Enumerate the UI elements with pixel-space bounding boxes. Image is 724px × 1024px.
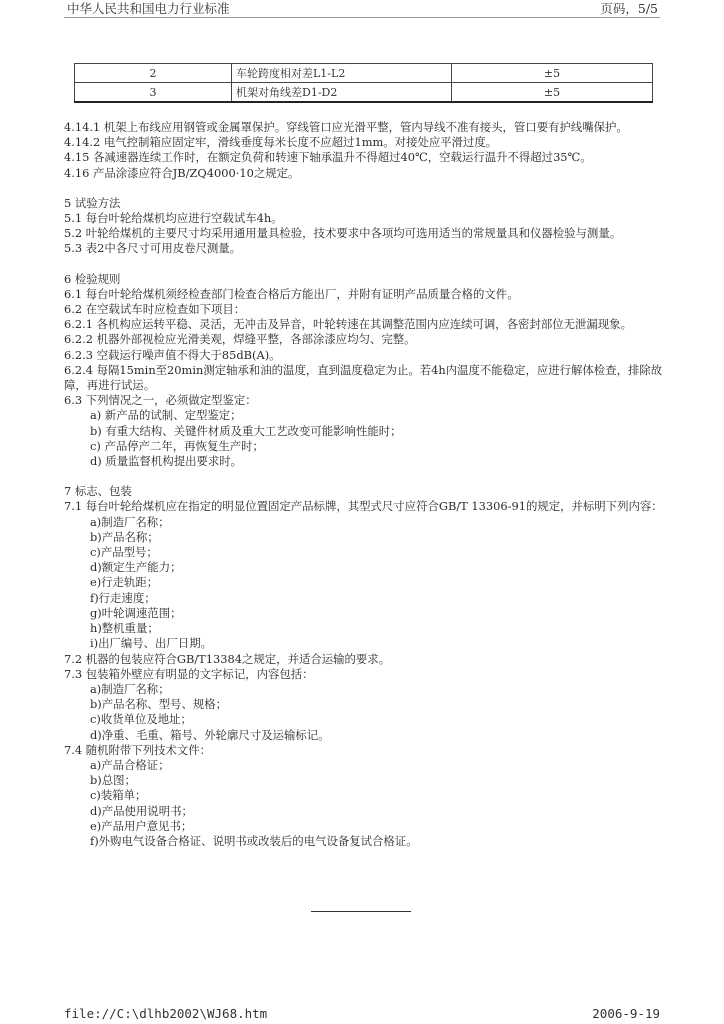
table-cell-item: 车轮跨度相对差L1-L2 — [232, 64, 452, 83]
clause-paragraph: 6.2.4 每隔15min至20min测定轴承和油的温度，直到温度稳定为止。若4h内温度不能稳定，应进行解体检查，排除故障，再进行试运。 — [64, 362, 663, 393]
list-item: c)收货单位及地址； — [90, 712, 192, 727]
clause-paragraph: 4.14.1 机架上布线应用钢管或金属罩保护。穿线管口应光滑平整，管内导线不准有接头，管口要有护线嘴保护。 — [64, 120, 628, 134]
clause-paragraph: 6.1 每台叶轮给煤机须经检查部门检查合格后方能出厂，并附有证明产品质量合格的文件。 — [64, 286, 519, 301]
clause-paragraph: 4.16 产品涂漆应符合JB/ZQ4000·10之规定。 — [64, 165, 300, 180]
table-row — [75, 83, 653, 103]
list-item: a)制造厂名称； — [90, 681, 170, 696]
clause-paragraph: 6.2 在空载试车时应检查如下项目： — [64, 302, 246, 317]
list-item: d)产品使用说明书； — [90, 803, 193, 818]
file-path: file://C:\dlhb2002\WJ68.htm — [64, 1006, 268, 1021]
document-body — [64, 120, 664, 849]
list-item: b) 有重大结构、关键件材质及重大工艺改变可能影响性能时； — [90, 423, 402, 438]
clause-paragraph: 6.3 下列情况之一，必须做定型鉴定： — [64, 393, 257, 408]
list-item: a)制造厂名称； — [90, 514, 170, 529]
clause-paragraph: 7.3 包装箱外壁应有明显的文字标记，内容包括： — [64, 666, 314, 681]
list-item: b)产品名称、型号、规格； — [90, 697, 228, 712]
list-item: d) 质量监督机构提出要求时。 — [90, 454, 243, 469]
list-item: b)总图； — [90, 773, 136, 788]
table-cell-item: 机架对角线差D1-D2 — [232, 83, 452, 103]
section-heading: 6 检验规则 — [64, 271, 121, 286]
list-item: a)产品合格证； — [90, 757, 170, 772]
table-cell-value: ±5 — [452, 64, 653, 83]
list-item: c)产品型号； — [90, 545, 158, 560]
page-number: 页码，5/5 — [600, 1, 658, 16]
tolerance-table — [74, 63, 653, 103]
clause-paragraph: 5.1 每台叶轮给煤机均应进行空载试车4h。 — [64, 211, 283, 226]
list-item: f)外购电气设备合格证、说明书或改装后的电气设备复试合格证。 — [90, 833, 418, 848]
header-divider — [64, 17, 660, 18]
clause-paragraph: 4.15 各减速器连续工作时，在额定负荷和转速下轴承温升不得超过40℃，空载运行温升不得超过35℃。 — [64, 150, 592, 165]
clause-paragraph: 6.2.1 各机构应运转平稳、灵活，无冲击及异音，叶轮转速在其调整范围内应连续可调，各密封部位无泄漏现象。 — [64, 317, 632, 332]
list-item: i)出厂编号、出厂日期。 — [90, 636, 212, 651]
list-item: d)净重、毛重、箱号、外轮廓尺寸及运输标记。 — [90, 727, 330, 742]
section-heading: 5 试验方法 — [64, 195, 121, 210]
list-item: a) 新产品的试制、定型鉴定； — [90, 408, 242, 423]
list-item: f)行走速度； — [90, 590, 156, 605]
table-row — [75, 64, 653, 83]
list-item: c)装箱单； — [90, 788, 147, 803]
document-header-title: 中华人民共和国电力行业标准 — [67, 1, 230, 16]
clause-paragraph: 5.2 叶轮给煤机的主要尺寸均采用通用量具检验，技术要求中各项均可选用适当的常规量具和仪器检验与测量。 — [64, 226, 622, 241]
table-cell-number: 3 — [75, 83, 232, 103]
clause-paragraph: 6.2.3 空载运行噪声值不得大于85dB(A)。 — [64, 347, 281, 362]
list-item: c) 产品停产二年，再恢复生产时； — [90, 438, 264, 453]
clause-paragraph: 5.3 表2中各尺寸可用皮卷尺测量。 — [64, 241, 242, 256]
section-heading: 7 标志、包装 — [64, 484, 132, 499]
table-cell-number: 2 — [75, 64, 232, 83]
clause-paragraph: 7.2 机器的包装应符合GB/T13384之规定，并适合运输的要求。 — [64, 651, 391, 666]
clause-paragraph: 6.2.2 机器外部视检应光滑美观，焊缝平整，各部涂漆应均匀、完整。 — [64, 332, 416, 347]
list-item: e)行走轨距； — [90, 575, 159, 590]
table-cell-value: ±5 — [452, 83, 653, 103]
print-date: 2006-9-19 — [592, 1006, 660, 1021]
clause-paragraph: 4.14.2 电气控制箱应固定牢，滑线垂度每米长度不应超过1mm。对接处应平滑过度。 — [64, 135, 498, 150]
clause-paragraph: 7.1 每台叶轮给煤机应在指定的明显位置固定产品标牌，其型式尺寸应符合GB/T 13306-91的规定，并标明下列内容： — [64, 499, 663, 514]
end-divider — [311, 911, 411, 912]
list-item: b)产品名称； — [90, 529, 159, 544]
list-item: e)产品用户意见书； — [90, 818, 193, 833]
list-item: g)叶轮调速范围； — [90, 605, 182, 620]
list-item: d)额定生产能力； — [90, 560, 182, 575]
clause-paragraph: 7.4 随机附带下列技术文件： — [64, 742, 212, 757]
list-item: h)整机重量； — [90, 621, 159, 636]
